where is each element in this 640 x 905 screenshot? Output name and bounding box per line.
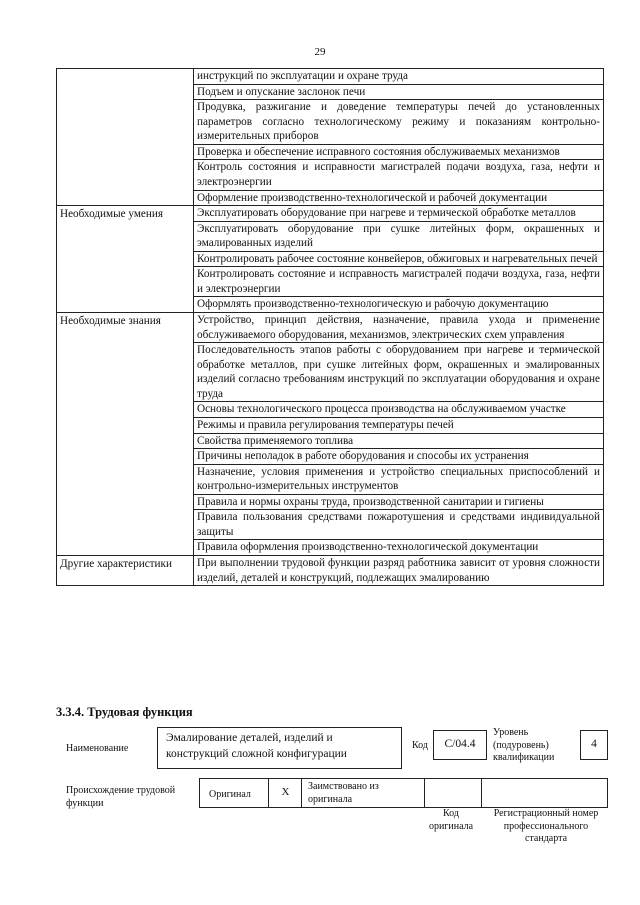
original-mark-cell <box>268 779 302 807</box>
requirement-item: При выполнении трудовой функции разряд работника зависит от уровня сложности изделий, деталей и конструкций, подлежащих эмалированию <box>194 556 604 586</box>
row-label: Необходимые знания <box>57 313 194 556</box>
requirement-item: Назначение, условия применения и устройство специальных приспособлений и контрольно-измерительных инструментов <box>194 464 604 494</box>
requirement-item: Правила и нормы охраны труда, производственной санитарии и гигиены <box>194 494 604 510</box>
table-row <box>57 556 604 586</box>
original-mark: X <box>281 786 290 798</box>
name-label: Наименование <box>66 743 129 754</box>
original-label: Оригинал <box>209 789 251 800</box>
reg-caption: Регистрационный номер профессионального стандарта <box>493 808 599 844</box>
origin-box <box>199 778 608 808</box>
requirement-item: Оформлять производственно-технологическую и рабочую документацию <box>194 297 604 313</box>
section-title: 3.3.4. Трудовая функция <box>56 705 193 719</box>
requirement-item: Правила оформления производственно-технологической документации <box>194 540 604 556</box>
requirements-table-body <box>57 69 604 586</box>
requirements-table <box>56 68 604 586</box>
row-label: Другие характеристики <box>57 556 194 586</box>
code-caption: Код оригинала <box>428 808 474 832</box>
reg-number-cell <box>481 779 608 807</box>
requirement-item: Оформление производственно-технологической и рабочей документации <box>194 190 604 206</box>
borrowed-cell <box>301 779 425 807</box>
original-code-cell <box>424 779 482 807</box>
origin-label: Происхождение трудовой функции <box>66 785 176 809</box>
requirement-item: Проверка и обеспечение исправного состояния обслуживаемых механизмов <box>194 144 604 160</box>
requirement-item: Причины неполадок в работе оборудования и способы их устранения <box>194 449 604 465</box>
original-cell <box>200 779 268 807</box>
row-label <box>57 69 194 206</box>
name-box <box>157 727 402 769</box>
requirement-item: Контролировать состояние и исправность магистралей подачи воздуха, газа, нефти и электроэнергии <box>194 267 604 297</box>
code-box <box>433 730 487 760</box>
requirement-item: Основы технологического процесса производства на обслуживаемом участке <box>194 402 604 418</box>
requirement-item: Режимы и правила регулирования температуры печей <box>194 417 604 433</box>
level-value: 4 <box>591 738 597 750</box>
level-label: Уровень (подуровень) квалификации <box>493 727 555 763</box>
requirement-item: Контроль состояния и исправности магистралей подачи воздуха, газа, нефти и электроэнергии <box>194 160 604 190</box>
requirement-item: Подъем и опускание заслонок печи <box>194 84 604 100</box>
requirement-item: инструкций по эксплуатации и охране труда <box>194 69 604 85</box>
page-number: 29 <box>314 46 326 58</box>
level-box <box>580 730 608 760</box>
requirement-item: Контролировать рабочее состояние конвейеров, обжиговых и нагревательных печей <box>194 251 604 267</box>
requirement-item: Последовательность этапов работы с оборудованием при нагреве и термической обработке металлов, при сушке литейных форм, окрашенных и эмалированных изделий согласно требованиям инструкций по эксплуатации оборудования и охране труда <box>194 343 604 402</box>
borrowed-label: Заимствовано из оригинала <box>308 781 379 805</box>
requirement-item: Свойства применяемого топлива <box>194 433 604 449</box>
table-row <box>57 313 604 343</box>
table-row <box>57 69 604 85</box>
requirement-item: Эксплуатировать оборудование при сушке литейных форм, окрашенных и эмалированных изделий <box>194 221 604 251</box>
requirement-item: Устройство, принцип действия, назначение, правила ухода и применение обслуживаемого оборудования, механизмов, электрических схем управления <box>194 313 604 343</box>
requirement-item: Правила пользования средствами пожаротушения и средствами индивидуальной защиты <box>194 510 604 540</box>
function-code: C/04.4 <box>444 738 476 750</box>
row-label: Необходимые умения <box>57 206 194 313</box>
code-label: Код <box>412 740 428 751</box>
requirement-item: Эксплуатировать оборудование при нагреве и термической обработке металлов <box>194 206 604 222</box>
function-name: Эмалирование деталей, изделий и конструкций сложной конфигурации <box>166 732 347 760</box>
table-row <box>57 206 604 222</box>
requirement-item: Продувка, разжигание и доведение температуры печей до установленных параметров согласно технологическому режиму и показаниям контрольно-измерительных приборов <box>194 100 604 145</box>
